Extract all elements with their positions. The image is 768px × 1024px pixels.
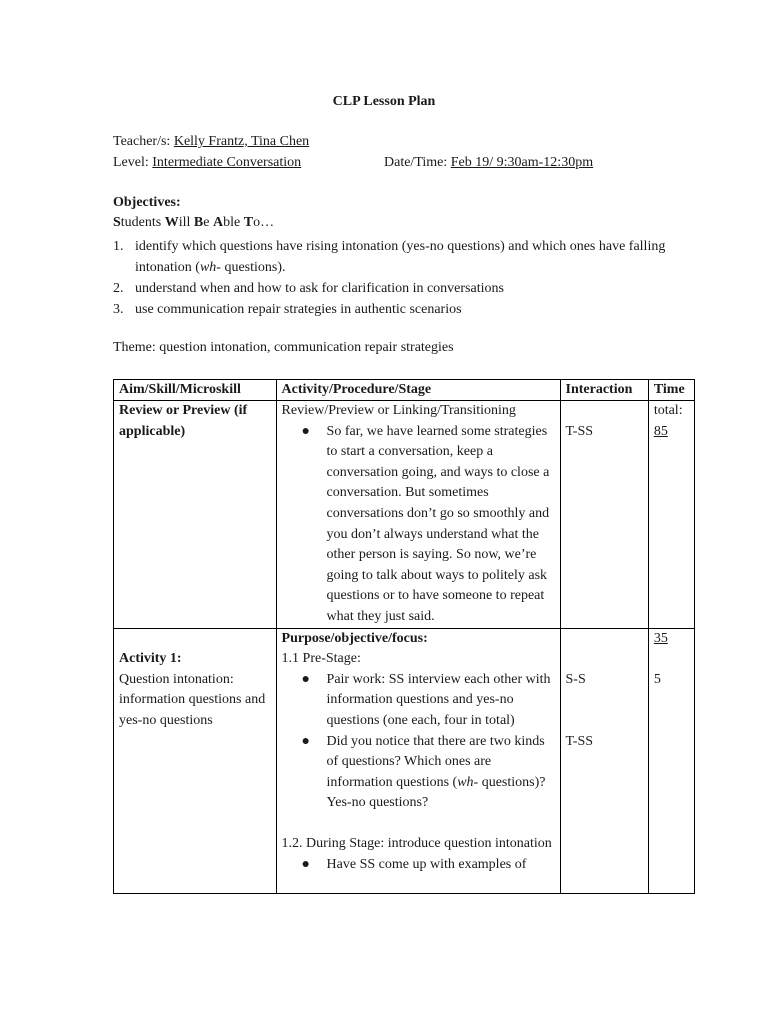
bullet-text: Have SS come up with examples of [326,857,527,873]
objective-text: use communication repair strategies in authentic scenarios [135,302,462,317]
objective-item [113,236,673,278]
bullet-icon: ● [301,733,311,749]
bullet-icon: ● [301,671,311,687]
list-item [282,670,555,732]
objective-text: identify which questions have rising intonation (yes-no questions) and which ones have falling intonation ( [135,239,666,275]
table-header: Time [648,380,694,401]
time-value: 5 [653,671,661,687]
list-item [282,422,555,628]
objective-number: 2. [113,281,124,296]
activity-cell [276,628,560,893]
activity-bullets [282,422,555,628]
activity-description: Question intonation: information questions and yes-no questions [119,671,266,728]
theme-line: Theme: question intonation, communication repair strategies [113,340,454,355]
swbat-text: tudents [120,215,165,230]
bullet-icon: ● [301,423,311,439]
interaction-value: T-SS [565,733,594,749]
list-item [282,732,555,814]
bullet-text: Pair work: SS interview each other with information questions and yes-no questions (one each, four in total) [326,671,551,728]
table-row [114,628,695,893]
swbat-text: ble [223,215,244,230]
objective-number: 3. [113,302,124,317]
activity-bullets [282,855,555,876]
bullet-icon: ● [301,857,311,873]
objective-number: 1. [113,239,124,254]
interaction-value: T-SS [565,423,594,439]
level-line [113,155,301,171]
objective-text: understand when and how to ask for clarification in conversations [135,281,504,296]
swbat-line [113,215,274,231]
activity-cell [276,401,560,629]
activity-heading: Review/Preview or Linking/Transitioning [281,403,516,418]
bullet-text: Did you notice that there are two kinds of questions? Which ones are information questions ( [326,733,545,790]
swbat-b: B [193,215,204,230]
level-value: Intermediate Conversation [152,155,302,170]
objective-item [113,299,673,320]
objective-text: questions). [220,260,286,275]
objectives-heading: Objectives: [113,195,181,210]
aim-cell: Review or Preview (if applicable) [114,401,277,629]
during-stage-heading: 1.2. During Stage: introduce question intonation [281,836,552,852]
document-title: CLP Lesson Plan [332,94,436,109]
time-total: 35 [653,630,668,646]
level-label: Level: [113,155,153,170]
bullet-text: So far, we have learned some strategies to start a conversation, keep a conversation going, and ways to close a conversation. But sometimes conversations don’t go so smoothly and you don’t always understand what the other person is saying. So now, we’re going to talk about ways to politely ask questions or to have someone to repeat what they just said. [326,423,550,624]
table-header: Aim/Skill/Microskill [114,380,277,401]
time-cell [648,628,694,893]
time-value: 85 [653,423,668,439]
interaction-cell [560,401,648,629]
datetime-line [384,155,593,171]
lesson-plan-table [113,379,695,894]
time-label: total: [653,403,683,418]
objective-emphasis: wh- [199,260,221,275]
objectives-list [113,236,673,320]
table-header-row [114,380,695,401]
bullet-text: questions)? Yes-no questions? [326,774,546,811]
activity-bullets [282,670,555,814]
table-header: Interaction [560,380,648,401]
swbat-t: T [243,215,254,230]
pre-stage-heading: 1.1 Pre-Stage: [281,651,361,667]
swbat-text: ill [178,215,194,230]
swbat-text: o… [253,215,275,230]
teacher-value: Kelly Frantz, Tina Chen [173,134,310,149]
swbat-a: A [212,215,224,230]
swbat-w: W [164,215,179,230]
bullet-emphasis: wh- [457,774,479,790]
interaction-cell [560,628,648,893]
time-cell [648,401,694,629]
table-header: Activity/Procedure/Stage [276,380,560,401]
aim-cell [114,628,277,893]
interaction-value: S-S [565,671,586,687]
teacher-label: Teacher/s: [113,134,174,149]
datetime-label: Date/Time: [384,155,451,170]
datetime-value: Feb 19/ 9:30am-12:30pm [450,155,594,170]
teacher-line [113,134,309,150]
swbat-s: S [113,215,121,230]
list-item [282,855,555,876]
activity-title: Activity 1: [119,651,182,667]
purpose-heading: Purpose/objective/focus: [281,630,428,646]
swbat-text: e [203,215,213,230]
objective-item [113,278,673,299]
table-row [114,401,695,629]
